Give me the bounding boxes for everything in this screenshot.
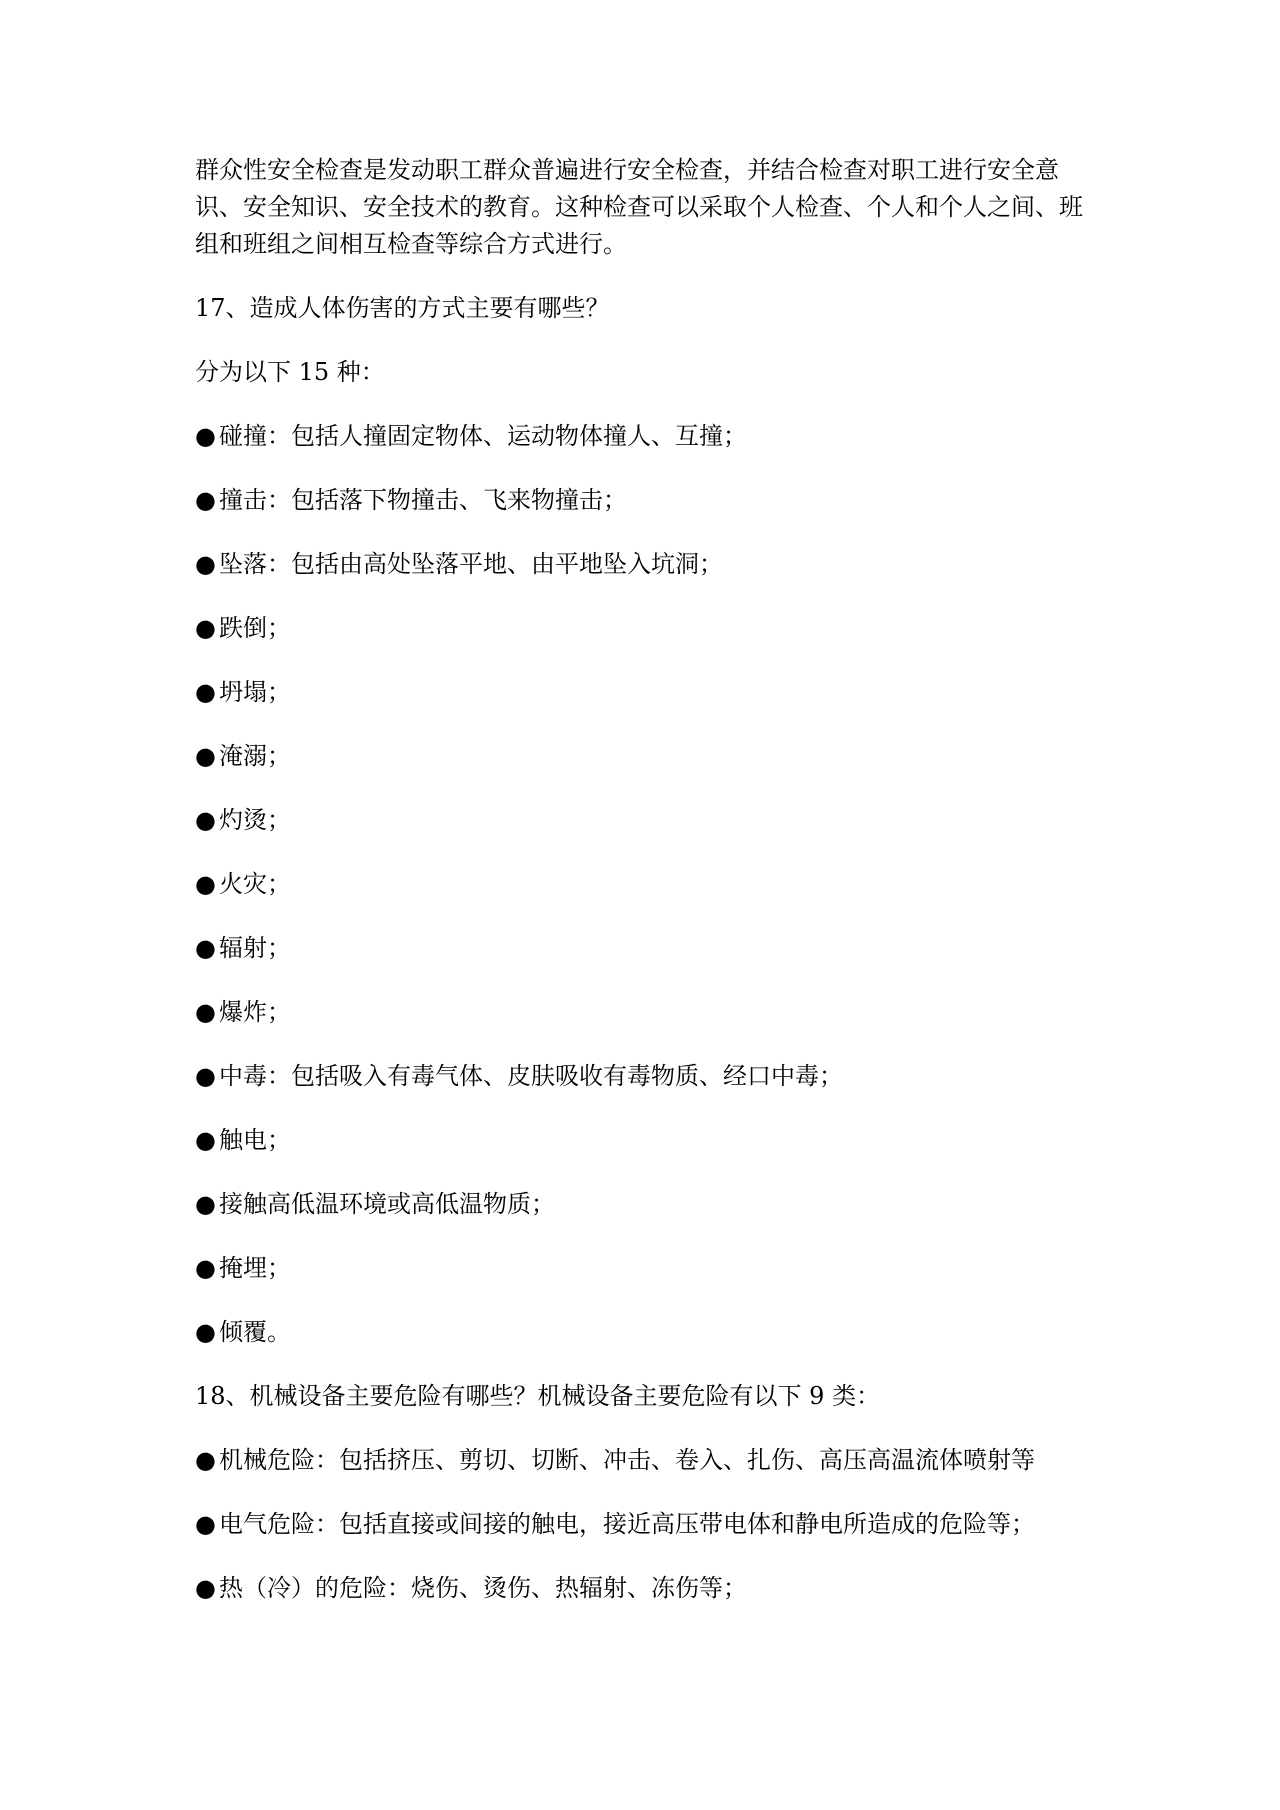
list-item-text: 坠落：包括由高处坠落平地、由平地坠入坑洞； (219, 550, 723, 578)
bullet-icon: ● (195, 1318, 216, 1346)
list-item-text: 中毒：包括吸入有毒气体、皮肤吸收有毒物质、经口中毒； (219, 1062, 843, 1090)
bullet-icon: ● (195, 550, 216, 578)
intro-paragraph: 群众性安全检查是发动职工群众普遍进行安全检查，并结合检查对职工进行安全意识、安全知识、安全技术的教育。这种检查可以采取个人检查、个人和个人之间、班组和班组之间相互检查等综合方式进行。 (195, 156, 1083, 258)
list-item-text: 电气危险：包括直接或间接的触电，接近高压带电体和静电所造成的危险等； (219, 1510, 1035, 1538)
bullet-icon: ● (195, 1062, 216, 1090)
list-item-text: 热（冷）的危险：烧伤、烫伤、热辐射、冻伤等； (219, 1574, 747, 1602)
bullet-icon: ● (195, 614, 216, 642)
question-18: 18、机械设备主要危险有哪些？机械设备主要危险有以下 9 类： (195, 1382, 881, 1410)
bullet-icon: ● (195, 486, 216, 514)
bullet-icon: ● (195, 678, 216, 706)
list-item-text: 触电； (219, 1126, 291, 1154)
list-item-text: 倾覆。 (219, 1318, 291, 1346)
list-item (195, 1442, 1095, 1479)
list-item (195, 994, 1095, 1031)
bullet-icon: ● (195, 1446, 216, 1474)
bullet-icon: ● (195, 1254, 216, 1282)
list-item (195, 482, 1095, 519)
list-item (195, 1314, 1095, 1351)
bullet-icon: ● (195, 422, 216, 450)
bullet-icon: ● (195, 1190, 216, 1218)
list-item (195, 1058, 1095, 1095)
list-item (195, 930, 1095, 967)
list-item-text: 接触高低温环境或高低温物质； (219, 1190, 555, 1218)
bullet-icon: ● (195, 806, 216, 834)
bullet-icon: ● (195, 742, 216, 770)
list-item-text: 坍塌； (219, 678, 291, 706)
list-item (195, 674, 1095, 711)
list-item (195, 1570, 1095, 1607)
document-page (195, 152, 1095, 1634)
list-item (195, 1122, 1095, 1159)
list-item (195, 866, 1095, 903)
list-item-text: 灼烫； (219, 806, 291, 834)
list-item (195, 802, 1095, 839)
list-item (195, 418, 1095, 455)
bullet-icon: ● (195, 1510, 216, 1538)
question-17: 17、造成人体伤害的方式主要有哪些？ (195, 294, 610, 322)
bullet-icon: ● (195, 1126, 216, 1154)
list-item-text: 爆炸； (219, 998, 291, 1026)
question-17-lead: 分为以下 15 种： (195, 358, 385, 386)
list-item-text: 机械危险：包括挤压、剪切、切断、冲击、卷入、扎伤、高压高温流体喷射等 (219, 1446, 1035, 1474)
list-item-text: 撞击：包括落下物撞击、飞来物撞击； (219, 486, 627, 514)
list-item-text: 掩埋； (219, 1254, 291, 1282)
list-item-text: 火灾； (219, 870, 291, 898)
bullet-icon: ● (195, 1574, 216, 1602)
list-item-text: 淹溺； (219, 742, 291, 770)
bullet-icon: ● (195, 934, 216, 962)
list-item (195, 1250, 1095, 1287)
list-item-text: 碰撞：包括人撞固定物体、运动物体撞人、互撞； (219, 422, 747, 450)
list-item-text: 跌倒； (219, 614, 291, 642)
list-item (195, 1506, 1095, 1543)
bullet-icon: ● (195, 998, 216, 1026)
list-item (195, 738, 1095, 775)
list-item (195, 1186, 1095, 1223)
list-item (195, 610, 1095, 647)
bullet-icon: ● (195, 870, 216, 898)
list-item-text: 辐射； (219, 934, 291, 962)
list-item (195, 546, 1095, 583)
